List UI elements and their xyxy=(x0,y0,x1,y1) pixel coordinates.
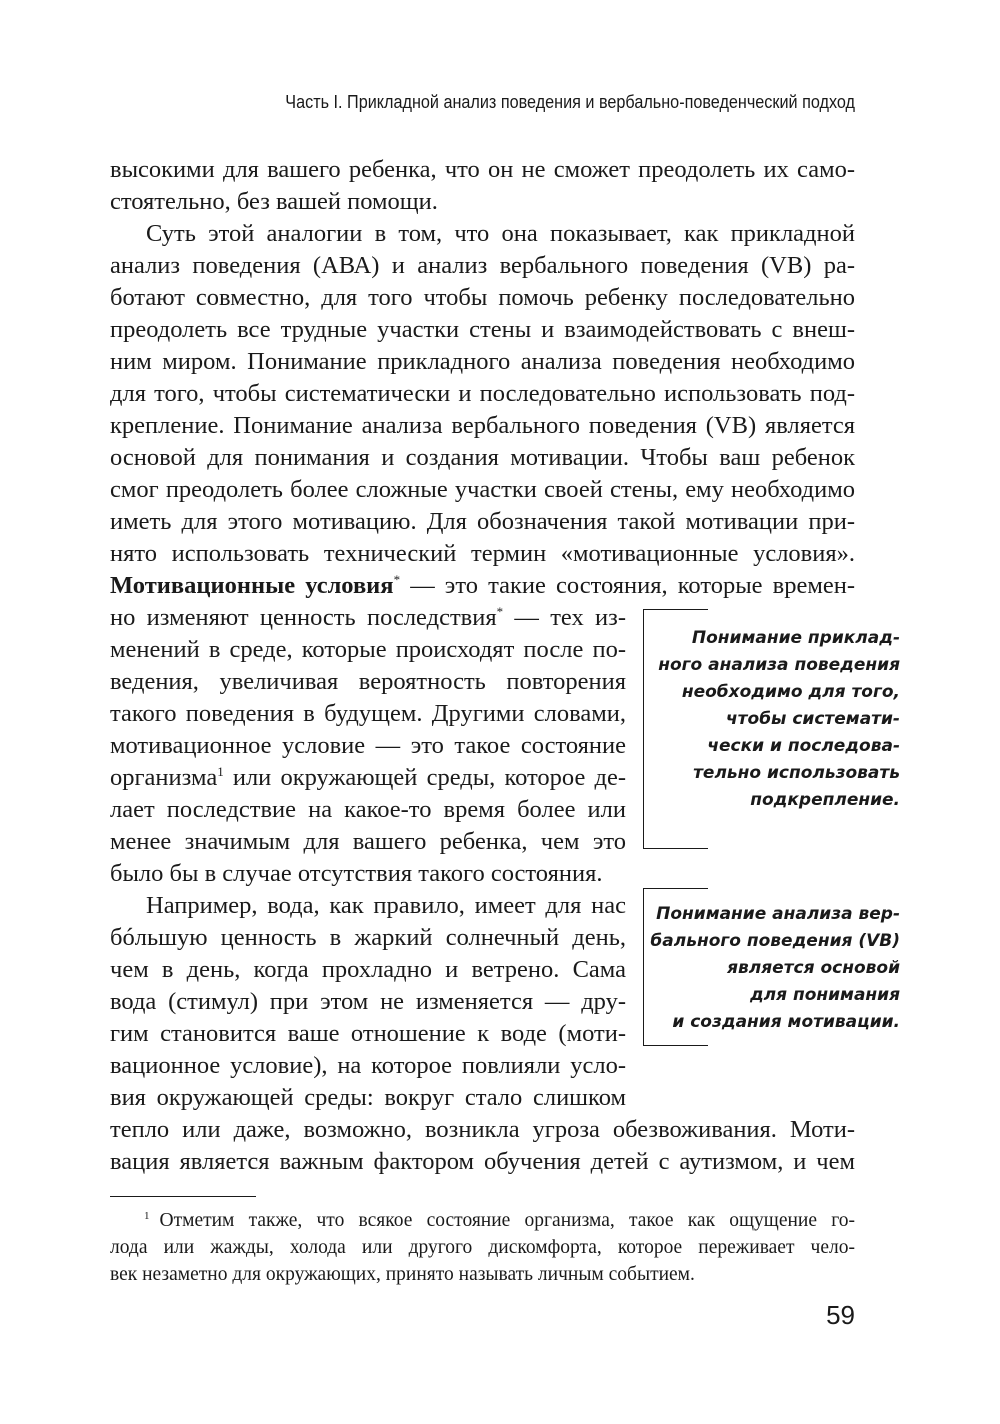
footnote-line: $^1$ Отметим также, что всякое состояние организма, такое как ощущение го- xyxy=(144,1210,855,1231)
pull-quote-line: подкрепление. xyxy=(750,790,900,810)
text-line: вационное условие), на которое повлияли усло- xyxy=(110,1052,626,1079)
text-line: ним миром. Понимание прикладного анализа поведения необходимо xyxy=(110,348,855,375)
pull-quote-line: необходимо для того, xyxy=(681,682,900,702)
pull-quote-line: является основой xyxy=(727,958,900,978)
text-line: менений в среде, которые происходят после по- xyxy=(110,636,626,663)
text-line: высокими для вашего ребенка, что он не сможет преодолеть их само- xyxy=(110,156,855,183)
text-line: чем в день, когда прохладно и ветрено. Сама xyxy=(110,956,626,983)
pull-quote-rule xyxy=(644,609,708,610)
text-line: смог преодолеть более сложные участки своей стены, ему необходимо xyxy=(110,476,855,503)
text-line: вация является важным фактором обучения детей с аутизмом, и чем xyxy=(110,1148,855,1175)
text-line: менее значимым для вашего ребенка, чем это xyxy=(110,828,626,855)
pull-quote-line: ного анализа поведения xyxy=(658,655,900,675)
pull-quote-reinforcement xyxy=(643,609,900,849)
pull-quote-line: и создания мотивации. xyxy=(672,1012,900,1032)
text-line: бóльшую ценность в жаркий солнечный день, xyxy=(110,924,626,951)
text-line: крепление. Понимание анализа вербального поведения (VB) является xyxy=(110,412,855,439)
pull-quote-rule xyxy=(644,1045,708,1046)
glossary-star: * xyxy=(393,572,401,587)
pull-quote-line: тельно использовать xyxy=(693,763,900,783)
text-line: мотивационное условие — это такое состояние xyxy=(110,732,626,759)
text-line: лает последствие на какое-то время более или xyxy=(110,796,626,823)
text-line: иметь для этого мотивацию. Для обозначения такой мотивации при- xyxy=(110,508,855,535)
pull-quote-line: бального поведения (VB) xyxy=(650,931,900,951)
text-line: ведения, увеличивая вероятность повторения xyxy=(110,668,626,695)
footnote-line: лода или жажды, холода или другого дискомфорта, которое переживает чело- xyxy=(110,1237,855,1258)
glossary-star: * xyxy=(496,604,504,619)
text-line: Мотивационные условия* — это такие состояния, которые времен- xyxy=(110,572,856,599)
text-line: тепло или даже, возможно, возникла угроза обезвоживания. Моти- xyxy=(110,1116,855,1143)
pull-quote-rule xyxy=(644,848,708,849)
pull-quote-motivation xyxy=(643,888,900,1046)
text-line: основой для понимания и создания мотивации. Чтобы ваш ребенок xyxy=(110,444,855,471)
pull-quote-line: Понимание анализа вер- xyxy=(656,904,900,924)
text-line: вия окружающей среды: вокруг стало слишком xyxy=(110,1084,626,1111)
pull-quote-line: чтобы системати- xyxy=(725,709,900,729)
text-line: ботают совместно, для того чтобы помочь ребенку последовательно xyxy=(110,284,855,311)
footnote-divider xyxy=(110,1196,256,1197)
text-line: такого поведения в будущем. Другими словами, xyxy=(110,700,626,727)
term-bold: Мотивационные условия xyxy=(110,572,394,599)
footnote-line: век незаметно для окружающих, принято называть личным событием. xyxy=(110,1264,695,1285)
text-line: Суть этой аналогии в том, что она показывает, как прикладной xyxy=(146,220,855,247)
page-number: 59 xyxy=(826,1300,855,1330)
running-header: Часть I. Прикладной анализ поведения и вербально-поведенческий подход xyxy=(285,92,855,112)
text-line: гим становится ваше отношение к воде (моти- xyxy=(110,1020,626,1047)
text-line: для того, чтобы систематически и последовательно использовать под- xyxy=(110,380,855,407)
pull-quote-line: для понимания xyxy=(749,985,900,1005)
pull-quote-line: Понимание приклад- xyxy=(691,628,900,648)
text-line: организма$^1$ или окружающей среды, которое де- xyxy=(110,764,626,791)
pull-quote-rule xyxy=(644,888,708,889)
text-line: было бы в случае отсутствия такого состояния. xyxy=(110,860,603,887)
text-line: нято использовать технический термин «мотивационные условия». xyxy=(110,540,855,567)
footnote-number: 1 xyxy=(144,1210,150,1222)
text-line: Например, вода, как правило, имеет для нас xyxy=(146,892,626,919)
pull-quote-line: чески и последова- xyxy=(707,736,900,756)
text-line: стоятельно, без вашей помощи. xyxy=(110,188,438,215)
text-line: вода (стимул) при этом не изменяется — дру- xyxy=(110,988,626,1015)
text-line: но изменяют ценность последствия* — тех из- xyxy=(110,604,626,631)
footnote-ref: 1 xyxy=(217,764,224,779)
text-line: анализ поведения (АВА) и анализ вербального поведения (VB) ра- xyxy=(110,252,855,279)
text-line: преодолеть все трудные участки стены и взаимодействовать с внеш- xyxy=(110,316,855,343)
